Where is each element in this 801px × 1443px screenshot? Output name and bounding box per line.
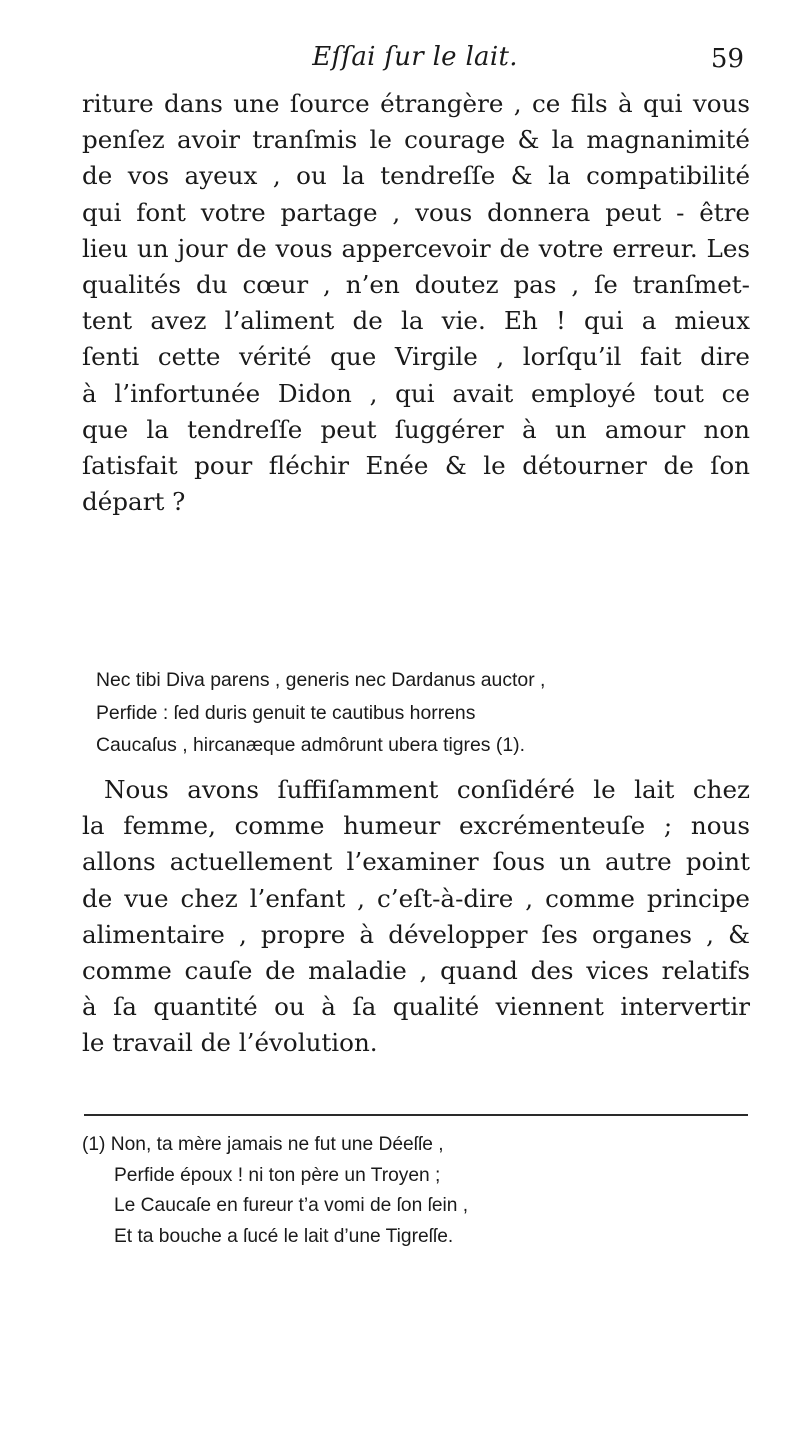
footnote-line: Et ta bouche a ſucé le lait d’une Tigreſſe. [114,1225,454,1247]
text-line: de vos ayeux , ou la tendreſſe & la compatibilité [82,161,750,191]
footnote-divider [84,1114,748,1116]
text-line: allons actuellement l’examiner ſous un autre point [82,847,750,877]
text-line: alimentaire , propre à développer ſes organes , & [82,919,750,949]
latin-quotation [96,664,746,762]
quote-line: Caucaſus , hircanæque admôrunt ubera tigres (1). [96,734,525,756]
text-line: tent avez l’aliment de la vie. Eh ! qui a mieux [82,306,750,336]
text-line: comme cauſe de maladie , quand des vices relatifs [82,955,750,985]
text-line: Nous avons ſuffiſamment conſidéré le lait chez [104,775,750,804]
text-line: riture dans une ſource étrangère , ce fils à qui vous [82,89,750,118]
paragraph-new [82,772,750,1062]
quote-line: Nec tibi Diva parens , generis nec Dardanus auctor , [96,669,546,691]
text-line: départ ? [82,487,186,517]
text-line: la femme, comme humeur excrémenteuſe ; nous [82,811,750,841]
footnote-line: Le Caucaſe en fureur t’a vomi de ſon ſein , [114,1195,469,1217]
page-number: 59 [710,44,744,74]
text-line: qualités du cœur , n’en doutez pas , ſe tranſmet- [82,269,750,299]
footnote-line: Perfide époux ! ni ton père un Troyen ; [114,1164,441,1186]
running-title: Eſſai ſur le lait. [312,42,518,72]
text-line: le travail de l’évolution. [82,1028,378,1058]
text-line: à l’infortunée Didon , qui avait employé tout ce [82,378,750,408]
text-line: de vue chez l’enfant , c’eſt-à-dire , comme principe [82,883,750,913]
text-line: penſez avoir tranſmis le courage & la magnanimité [82,125,750,155]
paragraph-continued [82,86,750,520]
footnote-line: (1) Non, ta mère jamais ne fut une Déeſſe , [82,1134,444,1155]
page-header [80,36,750,84]
text-line: ſatisfait pour fléchir Enée & le détourner de ſon [82,450,750,480]
quote-line: Perfide : ſed duris genuit te cautibus horrens [96,701,476,724]
text-line: ſenti cette vérité que Virgile , lorſqu’il fait dire [82,342,750,372]
text-line: lieu un jour de vous appercevoir de votre erreur. Les [82,233,750,263]
text-line: que la tendreſſe peut ſuggérer à un amour non [82,414,750,444]
text-line: à ſa quantité ou à ſa qualité viennent intervertir [82,992,750,1022]
footnote [82,1130,750,1252]
text-line: qui font votre partage , vous donnera peut - être [82,197,750,227]
